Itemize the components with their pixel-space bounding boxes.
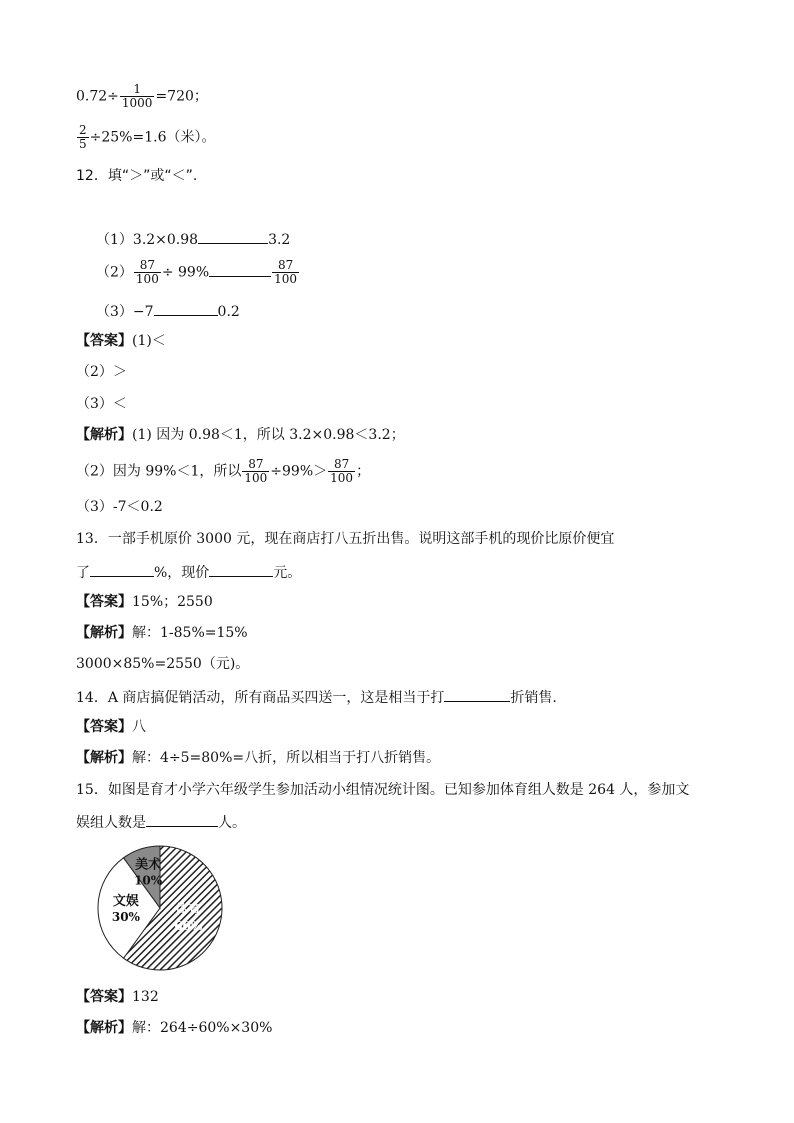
part-text: 0.2 — [217, 304, 240, 320]
q12-part-1 — [96, 229, 290, 249]
numerator: 87 — [277, 258, 294, 272]
explanation-text: 解：4÷5=80%=八折，所以相当于打八折销售。 — [132, 750, 441, 766]
q12-answer-2: （2）＞ — [76, 364, 127, 380]
q12-part-3 — [96, 301, 240, 321]
answer-tag: 【答案】 — [76, 594, 132, 610]
fraction — [272, 259, 299, 286]
q12-explanation — [76, 426, 405, 444]
fraction — [77, 124, 89, 151]
q14-question — [76, 687, 557, 707]
question-text: 了 — [76, 565, 90, 581]
answer-tag: 【答案】 — [76, 989, 132, 1005]
q13-question-2 — [76, 562, 301, 582]
q13-explanation-2: 3000×85%=2550（元)。 — [76, 656, 250, 672]
answer-blank[interactable] — [198, 229, 268, 244]
explanation-tag: 【解析】 — [76, 427, 132, 443]
calc-line-1 — [76, 83, 208, 110]
q15-question-2 — [76, 812, 246, 832]
part-text: 3.2 — [268, 232, 291, 248]
q12-part-2 — [96, 259, 300, 286]
part-text: （2） — [96, 264, 133, 281]
explanation-text: 解：1-85%=15% — [132, 625, 248, 641]
numerator: 87 — [139, 258, 156, 272]
part-text: ÷ 99% — [161, 264, 210, 281]
pie-label-sports: 体育 — [175, 903, 202, 919]
question-text: 娱组人数是 — [76, 815, 146, 831]
fraction — [120, 83, 155, 110]
q13-explanation — [76, 624, 248, 642]
answer-text: 132 — [132, 989, 159, 1005]
denominator: 1000 — [121, 96, 153, 110]
calc-text: ÷25%=1.6（米）。 — [89, 129, 216, 146]
explanation-text: (1) 因为 0.98＜1，所以 3.2×0.98＜3.2； — [132, 427, 405, 443]
q12-answer-3: （3）＜ — [76, 396, 127, 412]
q14-explanation — [76, 749, 440, 767]
denominator: 100 — [330, 471, 354, 485]
calc-text: =720； — [155, 88, 208, 105]
pie-chart — [96, 842, 228, 974]
calc-line-2 — [76, 124, 215, 151]
answer-blank[interactable] — [146, 812, 218, 827]
explanation-tag: 【解析】 — [76, 625, 132, 641]
question-text: 14．A 商店搞促销活动，所有商品买四送一，这是相当于打 — [76, 690, 445, 706]
denominator: 100 — [244, 471, 268, 485]
q12-answer — [76, 332, 166, 350]
q12-explanation-2 — [76, 458, 370, 485]
answer-text: 15%；2550 — [132, 594, 213, 610]
answer-blank[interactable] — [90, 562, 154, 577]
pie-value-sports: 60% — [174, 919, 203, 934]
fraction — [134, 259, 161, 286]
answer-blank[interactable] — [444, 687, 510, 702]
pie-label-entertainment: 文娱 — [112, 894, 139, 909]
calc-text: 0.72÷ — [76, 88, 119, 105]
explanation-tag: 【解析】 — [76, 750, 132, 766]
fraction — [328, 458, 355, 485]
numerator: 87 — [248, 457, 264, 471]
answer-blank[interactable] — [154, 301, 218, 316]
explanation-text: 解：264÷60%×30% — [132, 1020, 273, 1036]
question-text: 元。 — [273, 565, 302, 581]
q15-question: 15．如图是育才小学六年级学生参加活动小组情况统计图。已知参加体育组人数是 264 人，参加文 — [76, 782, 690, 798]
q13-question: 13．一部手机原价 3000 元，现在商店打八五折出售。说明这部手机的现价比原价便宜 — [76, 531, 615, 547]
explanation-text: ÷99%＞ — [270, 463, 328, 480]
answer-tag: 【答案】 — [76, 333, 132, 349]
pie-label-art: 美术 — [135, 857, 162, 873]
part-text: （3）−7 — [96, 304, 154, 320]
answer-tag: 【答案】 — [76, 719, 132, 735]
denominator: 100 — [274, 272, 298, 286]
explanation-text: ； — [356, 463, 371, 480]
question-text: 折销售. — [510, 690, 557, 706]
answer-blank[interactable] — [209, 262, 271, 277]
answer-text: (1)＜ — [132, 333, 166, 349]
denominator: 5 — [79, 137, 87, 151]
answer-text: 八 — [132, 719, 146, 735]
numerator: 2 — [79, 123, 87, 137]
denominator: 100 — [135, 272, 159, 286]
q12-explanation-3: （3）-7＜0.2 — [76, 499, 163, 515]
q15-explanation — [76, 1019, 272, 1037]
explanation-text: （2）因为 99%＜1，所以 — [76, 463, 242, 480]
fraction — [242, 458, 269, 485]
pie-value-entertainment: 30% — [111, 910, 140, 924]
q12-title: 12．填“＞”或“＜”. — [76, 168, 198, 184]
question-text: %，现价 — [154, 565, 210, 581]
q13-answer — [76, 593, 213, 611]
answer-blank[interactable] — [209, 562, 273, 577]
pie-value-art: 10% — [134, 873, 163, 888]
part-text: （1）3.2×0.98 — [96, 232, 199, 248]
numerator: 1 — [133, 82, 141, 96]
numerator: 87 — [333, 457, 350, 471]
q15-answer — [76, 988, 159, 1006]
q14-answer — [76, 718, 146, 736]
explanation-tag: 【解析】 — [76, 1020, 132, 1036]
question-text: 人。 — [218, 815, 246, 831]
